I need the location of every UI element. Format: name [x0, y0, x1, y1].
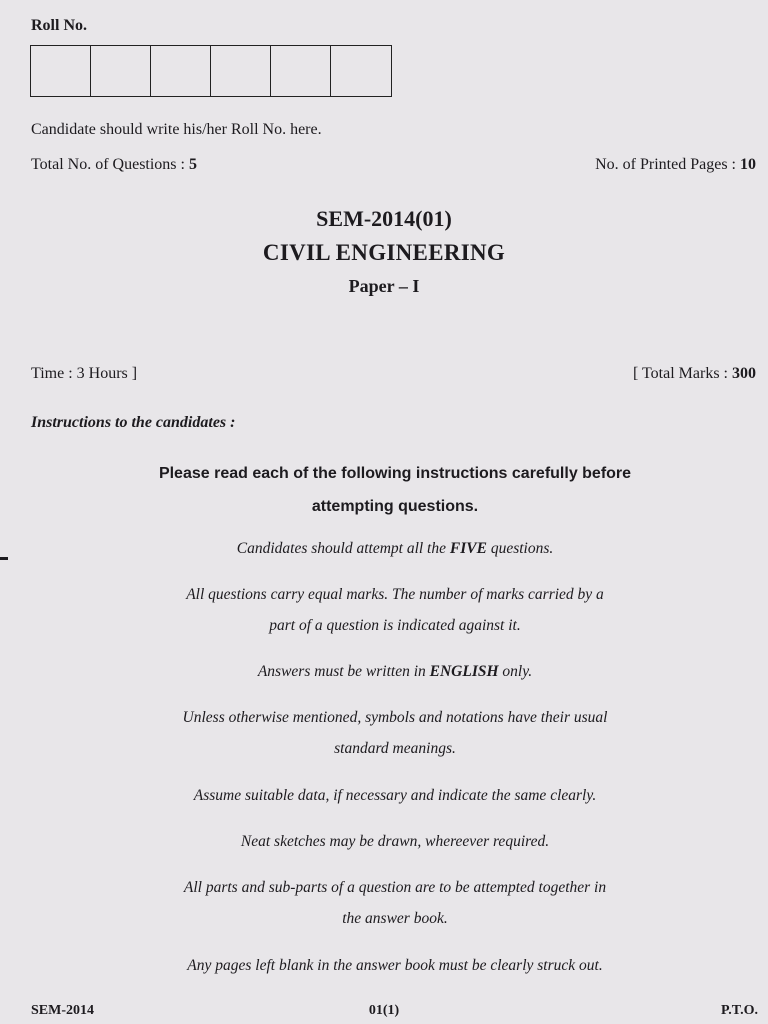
- instructions-heading: Instructions to the candidates :: [31, 414, 236, 431]
- read-carefully-line: Please read each of the following instructions carefully before: [158, 465, 632, 482]
- instruction-item: Assume suitable data, if necessary and indicate the same clearly.: [193, 787, 597, 804]
- total-marks: [633, 365, 756, 383]
- candidate-note: Candidate should write his/her Roll No. here.: [31, 121, 322, 138]
- instruction-item: [40, 579, 750, 641]
- total-questions-value: 5: [188, 156, 197, 173]
- instruction-text: Answers must be written in: [257, 663, 430, 680]
- instruction-line: part of a question is indicated against it.: [269, 617, 521, 634]
- instruction-emphasis: FIVE: [449, 540, 487, 557]
- instruction-emphasis: ENGLISH: [429, 663, 499, 680]
- instruction-text: Candidates should attempt all the: [236, 540, 450, 557]
- instruction-line: the answer book.: [342, 910, 448, 927]
- total-questions: [31, 156, 197, 174]
- roll-no-box[interactable]: [271, 46, 331, 96]
- roll-no-box[interactable]: [91, 46, 151, 96]
- footer-exam-code: SEM-2014: [31, 1003, 94, 1018]
- instruction-text: questions.: [486, 540, 554, 557]
- roll-no-boxes: [30, 45, 392, 97]
- read-carefully-line: attempting questions.: [311, 498, 479, 515]
- instruction-item: [40, 656, 750, 687]
- roll-no-box[interactable]: [151, 46, 211, 96]
- roll-no-box[interactable]: [331, 46, 391, 96]
- roll-no-box[interactable]: [31, 46, 91, 96]
- footer-pto: P.T.O.: [721, 1003, 758, 1018]
- instruction-line: All parts and sub-parts of a question are to be attempted together in: [183, 879, 607, 896]
- footer-page-code: 01(1): [368, 1003, 400, 1018]
- printed-pages-label: No. of Printed Pages :: [595, 156, 736, 173]
- exam-code: SEM-2014(01): [316, 206, 452, 231]
- total-marks-value: 300: [732, 365, 756, 382]
- time-allowed: Time : 3 Hours ]: [31, 365, 138, 382]
- margin-mark: [0, 557, 8, 560]
- instruction-line: All questions carry equal marks. The number of marks carried by a: [186, 586, 604, 603]
- roll-no-label: Roll No.: [31, 17, 87, 34]
- printed-pages: [595, 156, 756, 174]
- instruction-text: only.: [498, 663, 533, 680]
- instruction-item: [40, 533, 750, 564]
- roll-no-box[interactable]: [211, 46, 271, 96]
- printed-pages-value: 10: [740, 156, 756, 173]
- instruction-line: Unless otherwise mentioned, symbols and notations have their usual: [182, 709, 608, 726]
- instruction-item: [40, 872, 750, 934]
- instruction-item: Neat sketches may be drawn, whereever required.: [240, 833, 550, 850]
- instruction-item: [40, 702, 750, 764]
- total-marks-label: [ Total Marks :: [632, 365, 728, 382]
- subject-title: CIVIL ENGINEERING: [262, 240, 506, 265]
- read-carefully-note: [40, 457, 750, 523]
- total-questions-label: Total No. of Questions :: [31, 156, 185, 173]
- paper-number: Paper – I: [348, 276, 420, 296]
- instruction-line: standard meanings.: [334, 740, 456, 757]
- instruction-item: Any pages left blank in the answer book must be clearly struck out.: [187, 957, 603, 974]
